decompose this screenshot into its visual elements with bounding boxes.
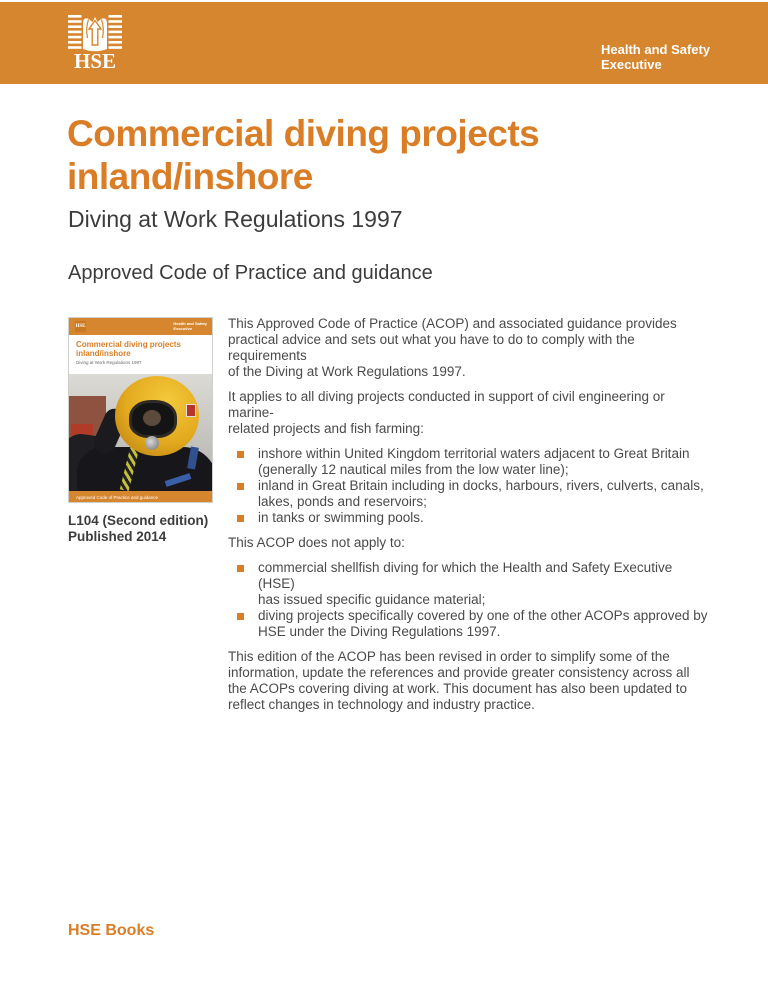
- cover-hse-logo-icon: [75, 321, 86, 332]
- cover-subtitle: Diving at Work Regulations 1997: [76, 360, 142, 365]
- text-line: in tanks or swimming pools.: [258, 510, 424, 525]
- list-item: [228, 510, 710, 526]
- square-bullet-icon: [237, 483, 244, 490]
- edition-code: L104 (Second edition): [68, 513, 209, 528]
- cover-org-line1: Health and Safety: [173, 321, 207, 326]
- list-item-text: [258, 560, 710, 608]
- cover-title-box: [69, 335, 212, 374]
- list-item-text: [258, 446, 689, 478]
- paragraph-edition: [228, 649, 710, 713]
- org-name-line1: Health and Safety: [601, 42, 711, 57]
- page-title-line1: Commercial diving projects: [67, 113, 540, 154]
- text-line: This Approved Code of Practice (ACOP) and associated guidance provides: [228, 316, 677, 331]
- cover-org-name: [173, 322, 207, 331]
- text-line: (generally 12 nautical miles from the low water line);: [258, 462, 569, 477]
- list-item: [228, 560, 710, 608]
- page-title-line2: inland/inshore: [67, 156, 313, 197]
- header-band: [0, 2, 768, 84]
- photo-diver-face: [143, 410, 161, 426]
- published-date: Published 2014: [68, 528, 167, 544]
- publisher-name: HSE Books: [68, 922, 155, 939]
- cover-header-bar: [69, 318, 212, 335]
- page-title: [67, 112, 539, 198]
- list-item: [228, 446, 710, 478]
- text-line: the ACOPs covering diving at work. This document has also been updated to: [228, 681, 688, 696]
- cover-footer-bar: [69, 491, 212, 503]
- org-name: [601, 42, 710, 72]
- photo-helmet-regulator: [145, 436, 159, 450]
- square-bullet-icon: [237, 613, 244, 620]
- page-subtitle: Diving at Work Regulations 1997: [68, 206, 403, 232]
- list-item-text: [258, 608, 708, 640]
- text-line: lakes, ponds and reservoirs;: [258, 494, 427, 509]
- text-line: This ACOP does not apply to:: [228, 535, 405, 550]
- text-line: has issued specific guidance material;: [258, 592, 486, 607]
- text-line: It applies to all diving projects conducted in support of civil engineering or marine-: [228, 389, 665, 420]
- svg-text:HSE: HSE: [73, 49, 117, 70]
- cover-thumbnail: [68, 317, 213, 503]
- section-heading: Approved Code of Practice and guidance: [68, 262, 433, 284]
- cover-title-line1: Commercial diving projects: [76, 340, 181, 349]
- cover-org-line2: Executive: [173, 325, 193, 331]
- exclusions-list: [228, 560, 710, 640]
- list-item-text: [258, 510, 424, 526]
- cover-title: [76, 340, 205, 358]
- text-line: HSE under the Diving Regulations 1997.: [258, 624, 501, 639]
- text-line: diving projects specifically covered by one of the other ACOPs approved by: [258, 608, 708, 623]
- square-bullet-icon: [237, 451, 244, 458]
- org-name-line2: Executive: [601, 57, 662, 72]
- list-item: [228, 608, 710, 640]
- text-line: information, update the references and provide greater consistency across all: [228, 665, 690, 680]
- publication-info: [68, 513, 208, 544]
- text-line: of the Diving at Work Regulations 1997.: [228, 364, 466, 379]
- text-line: inland in Great Britain including in docks, harbours, rivers, culverts, canals,: [258, 478, 704, 493]
- applies-list: [228, 446, 710, 526]
- paragraph-applies: [228, 389, 710, 437]
- diver-photo: [69, 374, 212, 491]
- text-line: practical advice and sets out what you have to do to comply with the requirements: [228, 332, 635, 363]
- photo-helmet-sticker: [186, 404, 196, 417]
- list-item: [228, 478, 710, 510]
- cover-logo-text: HSE: [75, 324, 86, 329]
- text-line: This edition of the ACOP has been revised in order to simplify some of the: [228, 649, 670, 664]
- text-line: reflect changes in technology and industry practice.: [228, 697, 535, 712]
- text-line: inshore within United Kingdom territorial waters adjacent to Great Britain: [258, 446, 690, 461]
- square-bullet-icon: [237, 565, 244, 572]
- paragraph-not-apply: [228, 535, 710, 551]
- text-line: related projects and fish farming:: [228, 421, 424, 436]
- cover-footer-text: Approved Code of Practice and guidance: [76, 495, 159, 500]
- paragraph-intro: [228, 316, 710, 380]
- list-item-text: [258, 478, 704, 510]
- square-bullet-icon: [237, 515, 244, 522]
- body-text-column: [228, 316, 710, 722]
- cover-title-line2: inland/inshore: [76, 349, 131, 358]
- hse-logo-icon: [68, 14, 122, 70]
- text-line: commercial shellfish diving for which the Health and Safety Executive (HSE): [258, 560, 673, 591]
